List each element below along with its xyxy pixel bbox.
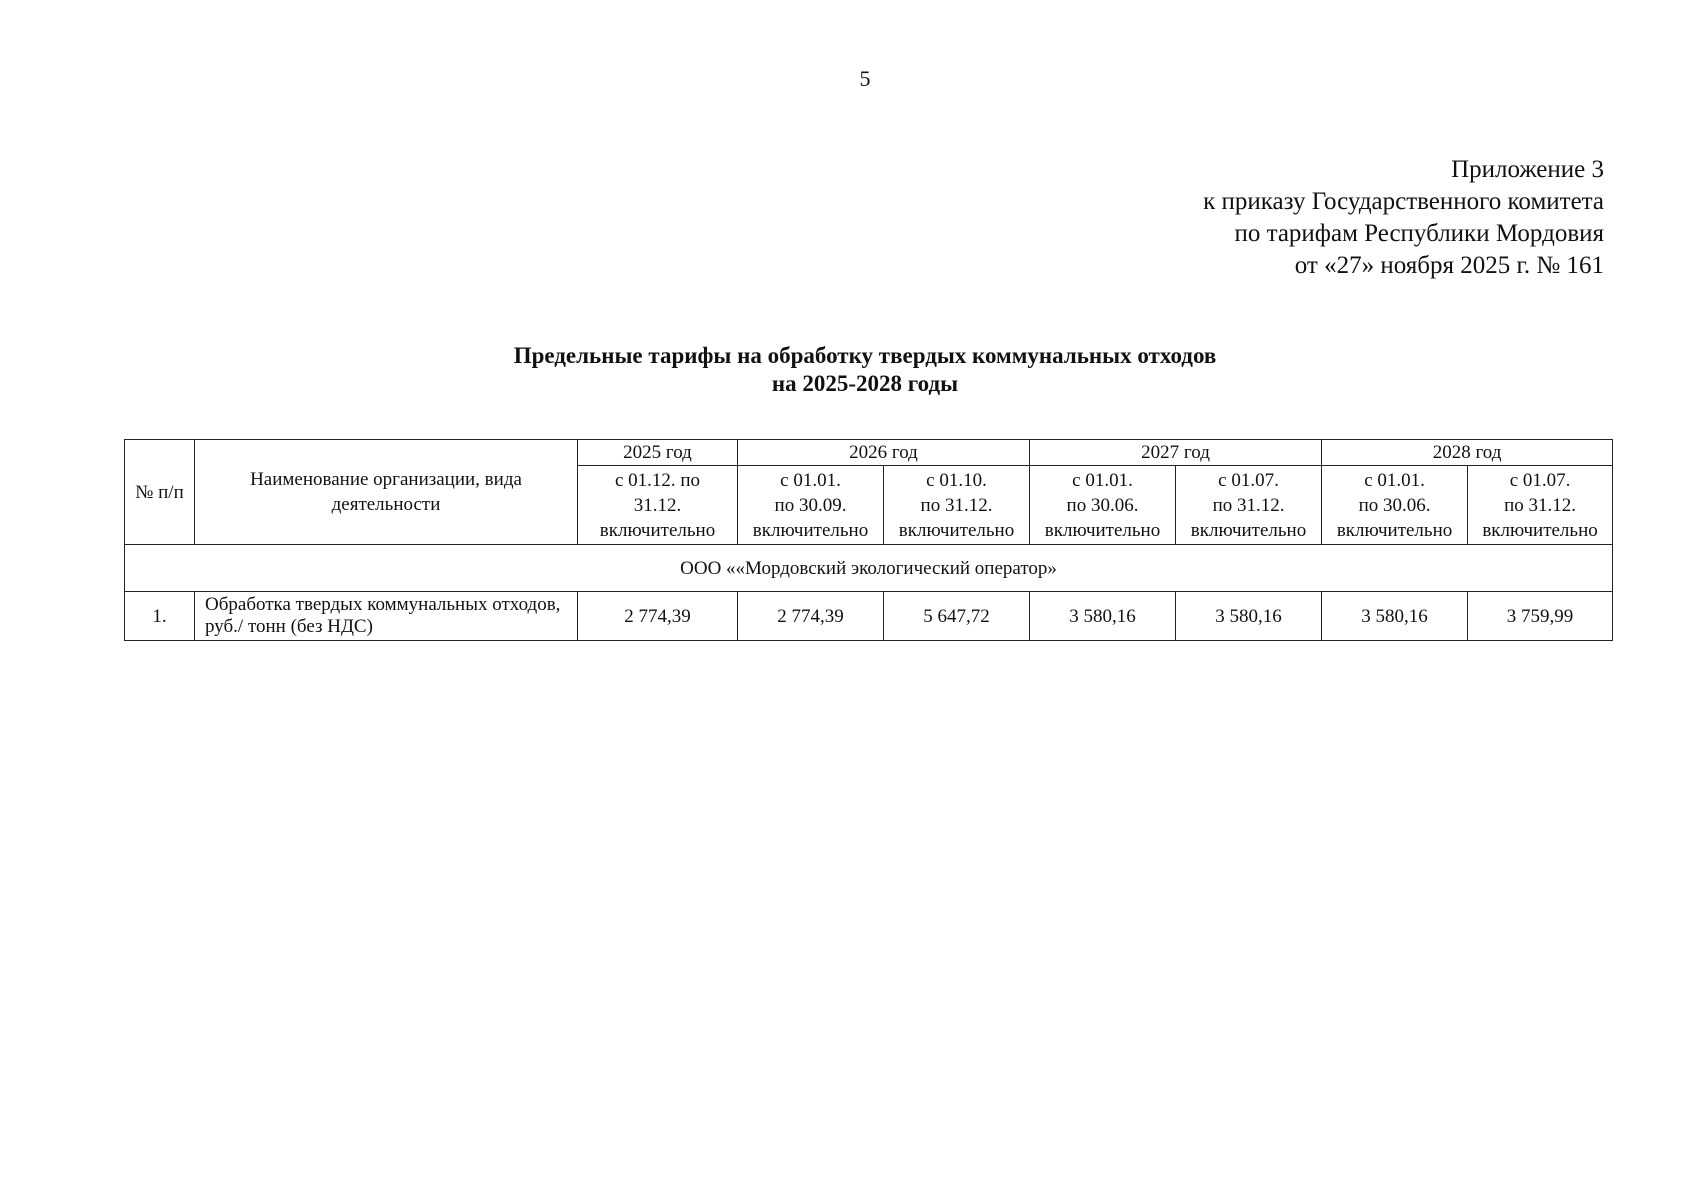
tariff-value: 2 774,39 xyxy=(578,592,738,641)
tariff-value: 3 580,16 xyxy=(1030,592,1176,641)
row-activity-name: Обработка твердых коммунальных отходов, руб./ тонн (без НДС) xyxy=(195,592,578,641)
header-period: с 01.07. по 31.12. включительно xyxy=(1468,466,1613,545)
header-period: с 01.01. по 30.06. включительно xyxy=(1322,466,1468,545)
header-period: с 01.10. по 31.12. включительно xyxy=(884,466,1030,545)
tariff-value: 3 759,99 xyxy=(1468,592,1613,641)
header-year: 2027 год xyxy=(1030,440,1322,466)
appendix-line: к приказу Государственного комитета xyxy=(1203,188,1604,215)
title-line: на 2025-2028 годы xyxy=(771,371,959,396)
header-year: 2028 год xyxy=(1322,440,1613,466)
header-year: 2025 год xyxy=(578,440,738,466)
appendix-line: Приложение 3 xyxy=(1451,156,1604,183)
tariff-table xyxy=(124,439,1613,641)
header-row-years xyxy=(125,440,1613,466)
appendix-line: от «27» ноября 2025 г. № 161 xyxy=(1294,252,1604,279)
header-name: Наименование организации, вида деятельности xyxy=(195,440,578,545)
organization-row xyxy=(125,545,1613,592)
appendix-line: по тарифам Республики Мордовия xyxy=(1234,220,1604,247)
organization-name: ООО ««Мордовский экологический оператор» xyxy=(125,545,1613,592)
tariff-value: 3 580,16 xyxy=(1176,592,1322,641)
title-line: Предельные тарифы на обработку твердых коммунальных отходов xyxy=(513,343,1217,368)
header-number: № п/п xyxy=(125,440,195,545)
header-period: с 01.01. по 30.06. включительно xyxy=(1030,466,1176,545)
tariff-value: 5 647,72 xyxy=(884,592,1030,641)
appendix-header xyxy=(1203,154,1604,282)
document-title xyxy=(0,342,1697,398)
tariff-value: 2 774,39 xyxy=(738,592,884,641)
row-number: 1. xyxy=(125,592,195,641)
header-period: с 01.01. по 30.09. включительно xyxy=(738,466,884,545)
page-number: 5 xyxy=(859,66,871,91)
header-period: с 01.12. по 31.12. включительно xyxy=(578,466,738,545)
header-year: 2026 год xyxy=(738,440,1030,466)
header-period: с 01.07. по 31.12. включительно xyxy=(1176,466,1322,545)
table-row xyxy=(125,592,1613,641)
tariff-value: 3 580,16 xyxy=(1322,592,1468,641)
